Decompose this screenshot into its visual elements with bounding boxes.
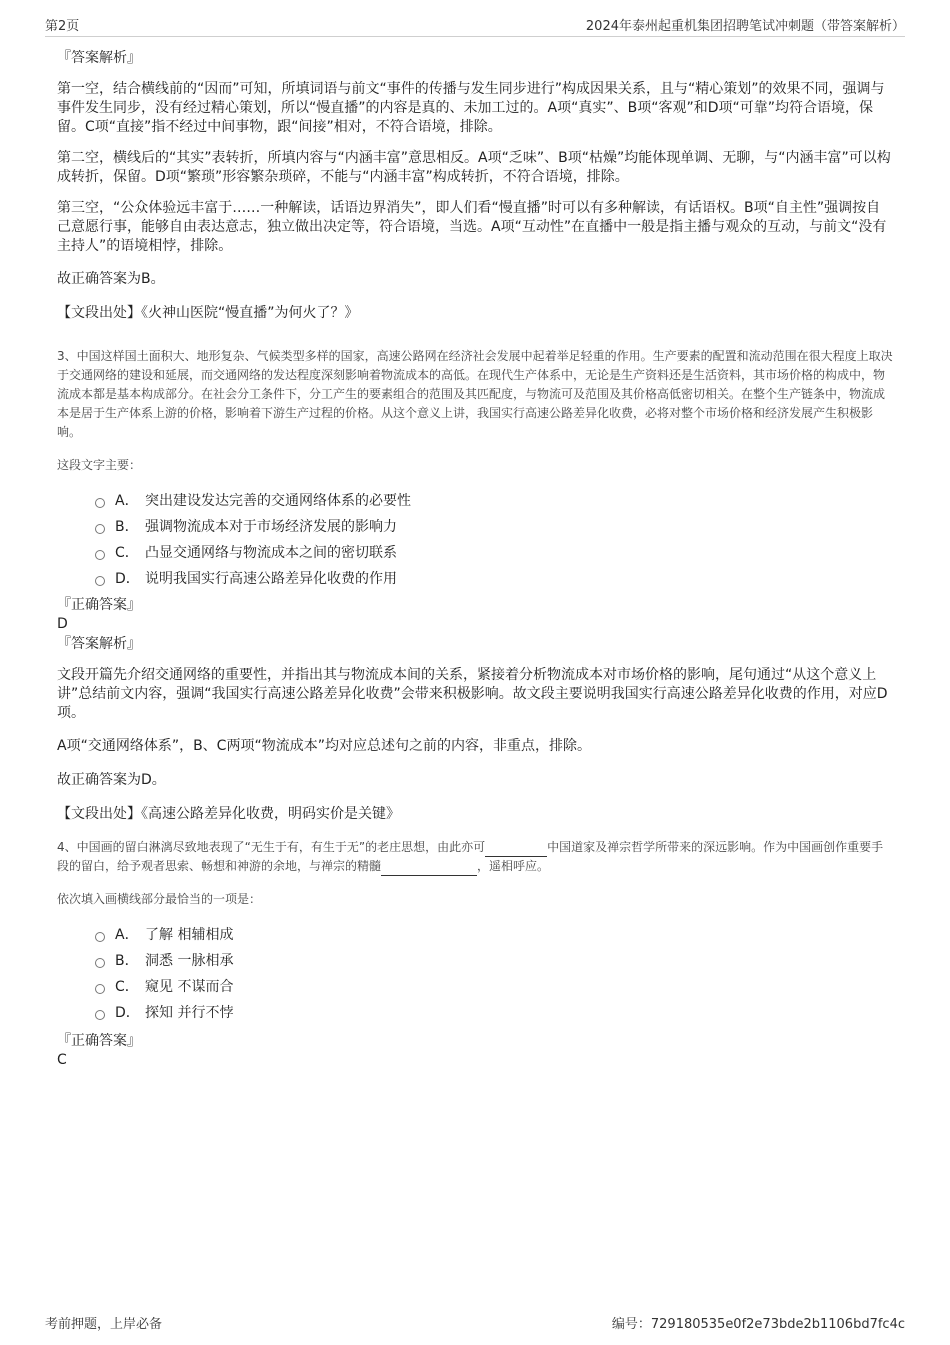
option-text: 突出建设发达完善的交通网络体系的必要性 bbox=[145, 493, 411, 509]
option-b[interactable] bbox=[95, 947, 893, 973]
option-text: 强调物流成本对于市场经济发展的影响力 bbox=[145, 519, 397, 535]
option-letter: B． bbox=[115, 519, 139, 535]
option-text: 了解 相辅相成 bbox=[145, 927, 234, 943]
analysis-paragraph: 第三空，“公众体验远丰富于……一种解读，话语边界消失”，即人们看“慢直播”时可以有多种解读，有话语权。B项“自主性”强调按自己意愿行事，能够自由表达意志，独立做出决定等，符合语境，当选。A项“互动性”在直播中一般是指主播与观众的互动，与前文“没有主持人”的语境相悖，排除。 bbox=[57, 200, 887, 254]
question-prompt: 这段文字主要： bbox=[57, 458, 142, 472]
page-number: 第2页 bbox=[45, 19, 80, 34]
option-list bbox=[95, 487, 893, 591]
radio-icon[interactable] bbox=[95, 1010, 105, 1020]
radio-icon[interactable] bbox=[95, 984, 105, 994]
correct-answer: C bbox=[57, 1052, 67, 1068]
option-letter: C． bbox=[115, 979, 139, 995]
option-letter: A． bbox=[115, 493, 139, 509]
option-list bbox=[95, 921, 893, 1025]
analysis-paragraph: A项“交通网络体系”，B、C两项“物流成本”均对应总述句之前的内容，非重点，排除。 bbox=[57, 738, 591, 754]
option-text: 洞悉 一脉相承 bbox=[145, 953, 234, 969]
radio-icon[interactable] bbox=[95, 498, 105, 508]
radio-icon[interactable] bbox=[95, 958, 105, 968]
option-letter: D． bbox=[115, 571, 140, 587]
answer-analysis-label: 『答案解析』 bbox=[57, 636, 141, 652]
option-d[interactable] bbox=[95, 565, 893, 591]
analysis-conclusion: 故正确答案为B。 bbox=[57, 271, 165, 287]
option-a[interactable] bbox=[95, 921, 893, 947]
radio-icon[interactable] bbox=[95, 524, 105, 534]
question-stem bbox=[57, 838, 893, 876]
analysis-paragraph: 第二空，横线后的“其实”表转折，所填内容与“内涵丰富”意思相反。A项“乏味”、B项“枯燥”均能体现单调、无聊，与“内涵丰富”可以构成转折，保留。D项“繁琐”形容繁杂琐碎，不能与“内涵丰富”构成转折，不符合语境，排除。 bbox=[57, 150, 891, 185]
answer-analysis-label: 『答案解析』 bbox=[57, 50, 141, 66]
question-stem: 3、中国这样国土面积大、地形复杂、气候类型多样的国家，高速公路网在经济社会发展中起着举足轻重的作用。生产要素的配置和流动范围在很大程度上取决于交通网络的建设和延展，而交通网络的发达程度深刻影响着物流成本的高低。在现代生产体系中，无论是生产资料还是生活资料，其市场价格的构成中，物流成本都是基本构成部分。在社会分工条件下，分工产生的要素组合的范围及其匹配度，与物流可及范围及其价格高低密切相关。在整个生产链条中，物流成本是居于生产体系上游的价格，影响着下游生产过程的价格。从这个意义上讲，我国实行高速公路差异化收费，必将对整个市场价格和经济发展产生积极影响。 bbox=[57, 349, 893, 439]
page-footer bbox=[45, 1313, 905, 1332]
option-c[interactable] bbox=[95, 539, 893, 565]
document-title: 2024年泰州起重机集团招聘笔试冲刺题（带答案解析） bbox=[585, 19, 905, 34]
footer-slogan: 考前押题，上岸必备 bbox=[45, 1317, 163, 1332]
correct-answer-label: 『正确答案』 bbox=[57, 1033, 141, 1049]
radio-icon[interactable] bbox=[95, 550, 105, 560]
option-c[interactable] bbox=[95, 973, 893, 999]
question-prompt: 依次填入画横线部分最恰当的一项是： bbox=[57, 892, 262, 906]
analysis-paragraph: 第一空，结合横线前的“因而”可知，所填词语与前文“事件的传播与发生同步进行”构成因果关系，且与“精心策划”的效果不同，强调与事件发生同步，没有经过精心策划，所以“慢直播”的内容是真的、未加工过的。A项“真实”、B项“客观”和D项“可靠”均符合语境，保留。C项“直接”指不经过中间事物，跟“间接”相对，不符合语境，排除。 bbox=[57, 81, 885, 135]
radio-icon[interactable] bbox=[95, 576, 105, 586]
option-b[interactable] bbox=[95, 513, 893, 539]
correct-answer-label: 『正确答案』 bbox=[57, 597, 141, 613]
option-letter: D． bbox=[115, 1005, 140, 1021]
correct-answer: D bbox=[57, 616, 68, 632]
option-text: 探知 并行不悖 bbox=[145, 1005, 234, 1021]
source-citation: 【文段出处】《火神山医院“慢直播”为何火了？》 bbox=[57, 305, 359, 321]
option-letter: A． bbox=[115, 927, 139, 943]
stem-text: ，遥相呼应。 bbox=[477, 859, 550, 873]
stem-text: 中国道家及禅宗哲学所带来的深远影响。作为中国画创作重要手段的留白，给予观者思索、畅想和神游的余地，与禅宗的精髓 bbox=[57, 840, 884, 873]
option-text: 窥见 不谋而合 bbox=[145, 979, 234, 995]
fill-blank bbox=[381, 861, 477, 876]
option-text: 说明我国实行高速公路差异化收费的作用 bbox=[145, 571, 397, 587]
option-text: 凸显交通网络与物流成本之间的密切联系 bbox=[145, 545, 397, 561]
fill-blank bbox=[485, 842, 547, 857]
option-a[interactable] bbox=[95, 487, 893, 513]
analysis-conclusion: 故正确答案为D。 bbox=[57, 772, 166, 788]
stem-text: 4、中国画的留白淋漓尽致地表现了“无生于有，有生于无”的老庄思想，由此亦可 bbox=[57, 840, 486, 854]
source-citation: 【文段出处】《高速公路差异化收费，明码实价是关键》 bbox=[57, 806, 400, 822]
page-header bbox=[45, 14, 905, 37]
analysis-paragraph: 文段开篇先介绍交通网络的重要性，并指出其与物流成本间的关系，紧接着分析物流成本对市场价格的影响，尾句通过“从这个意义上讲”总结前文内容，强调“我国实行高速公路差异化收费”会带来积极影响。故文段主要说明我国实行高速公路差异化收费的作用，对应D项。 bbox=[57, 667, 888, 721]
document-serial: 编号：729180535e0f2e73bde2b1106bd7fc4c bbox=[611, 1317, 905, 1332]
main-content bbox=[57, 48, 893, 1070]
option-letter: C． bbox=[115, 545, 139, 561]
option-d[interactable] bbox=[95, 999, 893, 1025]
radio-icon[interactable] bbox=[95, 932, 105, 942]
option-letter: B． bbox=[115, 953, 139, 969]
